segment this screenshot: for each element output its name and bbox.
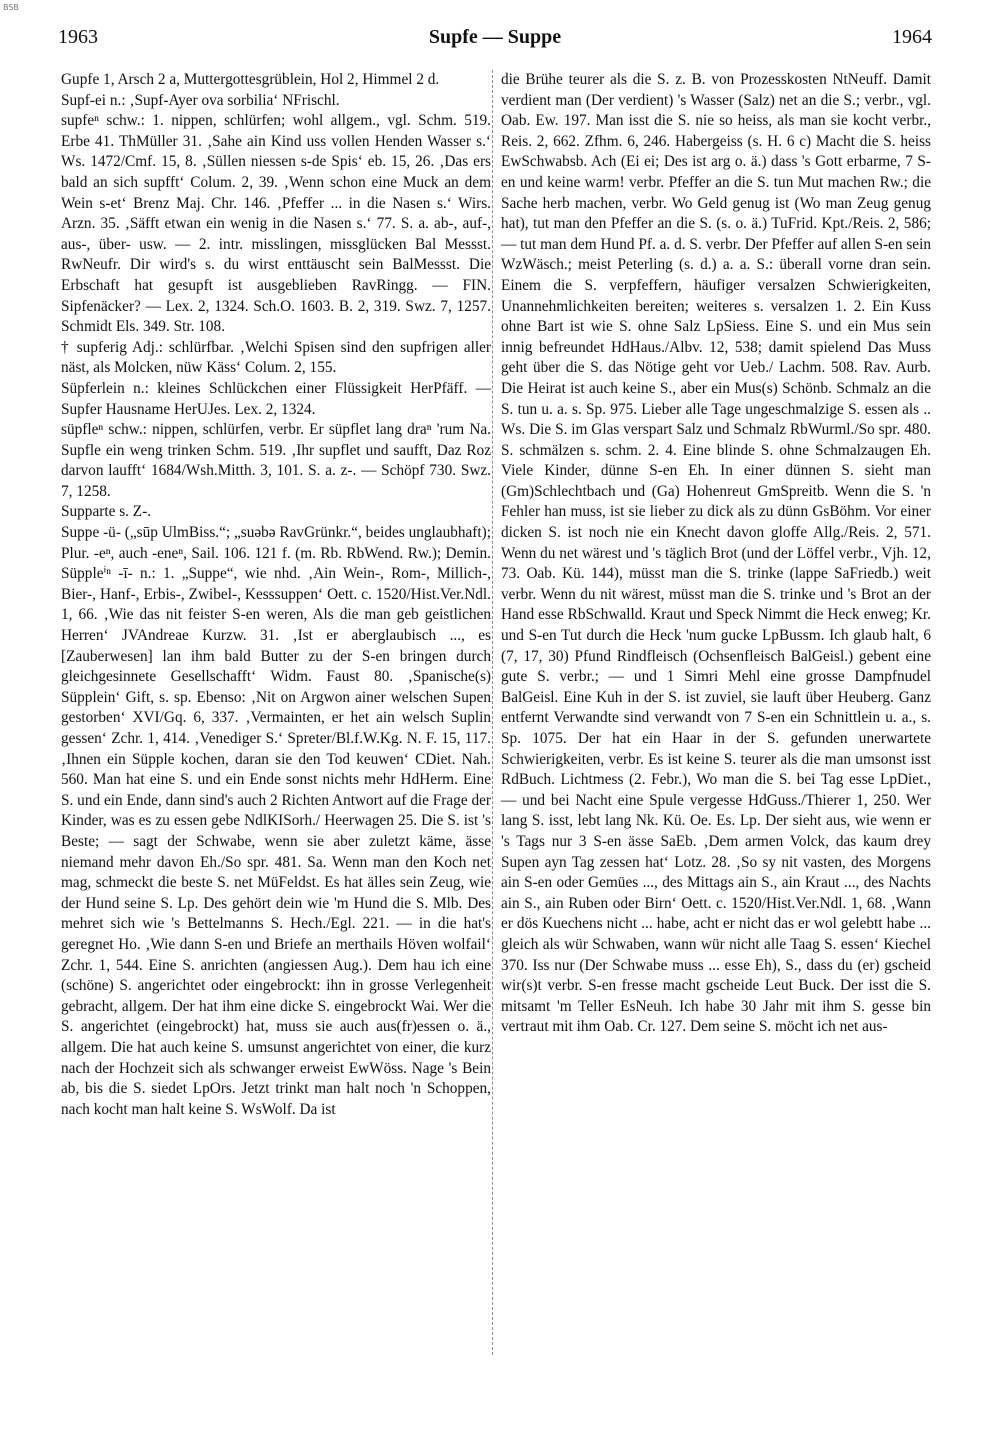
left-page-number: 1963	[58, 26, 98, 48]
left-column-text: Gupfe 1, Arsch 2 a, Muttergottesgrüblein, Hol 2, Himmel 2 d. Supf-ei n.: ‚Supf-Ayer ova sorbilia‘ NFrischl. supfeⁿ schw.: 1. nippen, schlürfen; wohl allgem., vgl. Schm. 519. Erbe 41. ThMüller 31. ‚Sahe ain Kind uss vollen Henden Wasser s.‘ Ws. 1472/Cmf. 15, 8. ‚Süllen niessen s-de Spis‘ eb. 15, 26. ‚Das ers bald an sich supfft‘ Colum. 2, 39. ‚Wenn schon eine Muck an dem Wein s-et‘ Brenz Maj. Chr. 146. ‚Pfeffer ... in die Nasen s.‘ Wirs. Arzn. 35. ‚Säfft etwan ein wenig in die Nasen s.‘ 77. S. a. ab-, auf-, aus-, über- usw. — 2. intr. misslingen, missglücken Bal Messst. RwNeufr. Dir wird's s. du wirst enttäuscht sein BalMessst. Die Erbschaft hat gesupft ist ausgeblieben RavRingg. — FIN. Sipfenäcker? — Lex. 2, 1324. Sch.O. 1603. B. 2, 319. Swz. 7, 1257. Schmidt Els. 349. Str. 108. † supferig Adj.: schlürfbar. ‚Welchi Spisen sind den supfrigen aller näst, als Molcken, nüw Käss‘ Colum. 2, 155. Süpferlein n.: kleines Schlückchen einer Flüssigkeit HerPfäff. — Supfer Hausname HerUJes. Lex. 2, 1324. süpfleⁿ schw.: nippen, schlürfen, verbr. Er süpflet lang draⁿ 'rum Na. Supfle ein weng trinken Schm. 519. ‚Ihr supflet und saufft, Daz Roz darvon laufft‘ 1684/Wsh.Mitth. 3, 101. S. a. z-. — Schöpf 730. Swz. 7, 1258. Supparte s. Z-. Suppe -ü- („sūp UlmBiss.“; „suəbə RavGrünkr.“, beides unglaubhaft); Plur. -eⁿ, auch -eneⁿ, Sail. 106. 121 f. (m. Rb. RbWend. Rw.); Demin. Süppleⁱⁿ -ī- n.: 1. „Suppe“, wie nhd. ‚Ain Wein-, Rom-, Millich-, Bier-, Hanf-, Erbis-, Zwibel-, Kesssuppen‘ Oett. c. 1520/Hist.Ver.Ndl. 1, 66. ‚Wie das nit feister S-en weren, Als die man geb geistlichen Herren‘ JVAndreae Kurzw. 31. ‚Ist er aberglaubisch ..., es [Zauberwesen] lan ihm bald Butter zu der S-en bringen durch gleichgesinnete Gesellschafft‘ Widm. Faust 80. ‚Spanische(s) Süpplein‘ Gift, s. sp. Ebenso: ‚Nit on Argwon ainer welschen Supen gestorben‘ XVI/Gq. 6, 337. ‚Vermainten, er het ain welsch Suplin gessen‘ Zchr. 1, 414. ‚Venediger S.‘ Spreter/Bl.f.W.Kg. N. F. 15, 117. ‚Ihnen ein Süpple kochen, daran sie den Tod keuwen‘ CDiet. Nah. 560. Man hat eine S. und ein Ende sonst nichts mehr HdHerm. Eine S. und ein Ende, dann sind's auch 2 Richten Antwort auf die Frage der Kinder, was es zu essen gebe NdlKISorh./ Heerwagen 25. Die S. ist 's Beste; — sagt der Schwabe, wenn sie aber zuletzt käme, ässe niemand mehr davon Eh./So spr. 481. Sa. Wenn man den Koch net mag, schmeckt die beste S. net MüFeldst. Es hat älles sein Zeug, wie der Hund seine S. Lp. Des gehört dein wie 'm Hund die S. Mlb. Des mehret sich wie 's Bettelmanns S. Hech./Egl. 221. — in die hat's geregnet Ho. ‚Wie dann S-en und Briefe an merthails Höven wolfail‘ Zchr. 1, 544. Eine S. anrichten (angiessen Aug.). Dem hau ich eine (schöne) S. angerichtet oder eingebrockt: ihn in grosse Verlegenheit gebracht, allgem. Der hat ihm eine dicke S. eingebrockt Wai. Wer die S. angerichtet (eingebrockt) hat, muss sie auch aus(fr)essen o. ä., allgem. Die hat auch keine S. umsunst angerichtet von einer, die kurz nach der Hochzeit sich als schwanger erweist EwWöss. Nage 's Bein ab, bis die S. siedet LpOrs. Jetzt trinkt man halt noch 'n Schoppen, nach kocht man halt keine S. WsWolf. Da ist	[61, 71, 491, 1118]
right-column-text: die Brühe teurer als die S. z. B. von Prozesskosten NtNeuff. Damit verdient man (Der verdient) 's Wasser (Salz) net an die S.; verbr., vgl. Oab. Ew. 197. Man isst die S. nie so heiss, als man sie kocht verbr., Reis. 2, 662. Zfhm. 6, 246. Habergeiss (s. H. 6 c) Macht die S. heiss EwSchwabsb. Ach (Ei ei; Des ist arg o. ä.) dass 's Gott erbarme, 7 S-en und keine warm! verbr. Pfeffer an die S. tun Mut machen Rw.; die Sache herb machen, verbr. Wo Geld genug ist (Wo man Zeug genug hat), tut man den Pfeffer an die S. (s. o. ä.) TuFrid. Kpt./Reis. 2, 586; — tut man dem Hund Pf. a. d. S. verbr. Der Pfeffer auf allen S-en sein WzWäsch.; meist Peterling (s. d.) a. a. S.: überall vorne dran sein. Einem die S. verpfeffern, häufiger versalzen Schwierigkeiten, Unannehmlichkeiten bereiten; weiteres s. versalzen 1. 2. Ein Kuss ohne Bart ist wie S. ohne Salz LpSiess. Eine S. und ein Mus sein innig befreundet HdHaus./Albv. 12, 538; damit spielend Das Muss geht über die S. das Nötige geht vor Ueb./ Lachm. 508. Rav. Aurb. Die Heirat ist auch keine S., aber ein Mus(s) Schönb. Schmalz an die S. tun u. a. s. Sp. 975. Lieber alle Tage ungeschmalzige S. essen als .. Ws. Die S. im Glas verspart Salz und Schmalz RbWurml./So spr. 480. S. schmälzen s. schm. 2. 4. Eine blinde S. ohne Schmalzaugen Eh. Viele Kinder, dünne S-en Eh. In einer dünnen S. sieht man (Gm)Schlechtbach und (Ga) Hohenreut GmSpreitb. Wenn die S. 'n Fehler han muss, ist sie lieber zu dick als zu dünn GsBöhm. Vor einer dicken S. ist noch nie ein Knecht davon gloffe Allg./Reis. 2, 571. Wenn du net wärest und 's täglich Brot (und der Löffel verbr., Vjh. 12, 73. Oab. Kü. 144), müsst man die S. trinke (lappe SaFriedb.) weit verbr. Wenn du nit wärest, müsst man die S. trinke und 's Brot an der Hand esse RbSchwalld. Kraut und Speck Nimmt die Heck enweg; Kr. und S-en Tut durch die Heck 'num gucke LpBussm. Ich glaub halt, 6 (7, 17, 30) Pfund Rindfleisch (Ochsenfleisch BalGeisl.) gebent eine gute S. verbr.; — und 1 Simri Mehl eine grosse Dampfnudel BalGeisl. Eine Kuh in der S. ist zuviel, sie lauft über Heuberg. Ganz entfernt Verwandte sind verwandt von 7 S-en ein Schnittlein u. a., s. Sp. 1075. Der hat ein Haar in der S. gefunden unerwartete Schwierigkeiten, verbr. Es ist keine S. teurer als die man umsonst isst RdBuch. Lichtmess (2. Febr.), Wo man die S. bei Tag esse LpDiet., — und bei Nacht eine Spule vergesse HdGuss./Thierer 1, 250. Wer lang S. isst, lebt lang Nk. Kü. Oe. Es. Lp. Der sieht aus, wie wenn er 's Tags nur 3 S-en ässe SaEb. ‚Dem armen Volck, das kaum drey Supen ayn Tag zessen hat‘ Lotz. 28. ‚So sy nit vasten, des Morgens ain S-en oder Gemües ..., des Mittags ain S., ain Kraut ..., des Nachts ain S., ain Ruben oder Birn‘ Oett. c. 1520/Hist.Ver.Ndl. 1, 68. ‚Wann er dös Kuechens nicht ... habe, acht er nicht das er wol gelebtt habe ... gleich als wür Schwaben, wann wür nicht alle Taag S. essen‘ Kiechel 370. Iss nur (Der Schwabe muss ... esse Eh), S., dass du (er) gscheid wir(s)t verbr. S-en fresse macht gscheide Leut Buck. Der isst die S. mitsamt 'm Teller EsNeuh. Ich habe 30 Jahr mit ihm S. gesse bin vertraut mit ihm Oab. Cr. 127. Dem seine S. möcht ich net aus-	[501, 71, 935, 1036]
library-stamp: BSB	[3, 3, 19, 12]
column-divider	[492, 70, 493, 1355]
running-title: Supfe — Suppe	[428, 26, 562, 48]
page-header	[58, 22, 932, 52]
right-page-number: 1964	[892, 26, 932, 48]
